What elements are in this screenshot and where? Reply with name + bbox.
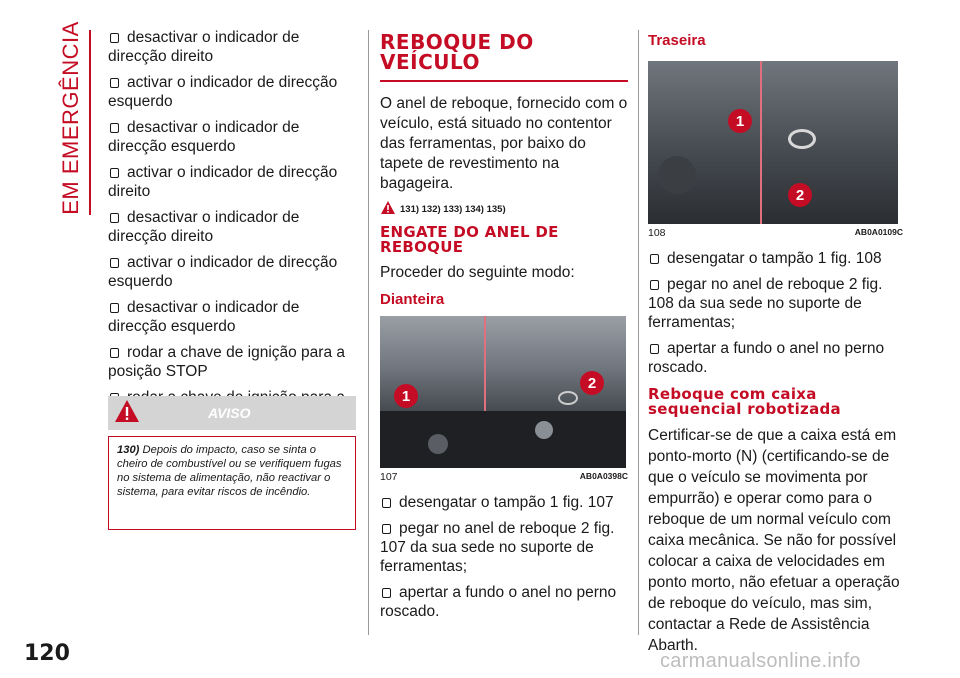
- warning-title: AVISO: [208, 405, 251, 421]
- heading-rule: [380, 80, 628, 82]
- section-heading: REBOQUE DO VEÍCULO: [380, 30, 534, 74]
- callout-2: 2: [788, 183, 812, 207]
- intro-paragraph: O anel de reboque, fornecido com o veículo, está situado no contentor das ferramentas, por baixo do tapete de revestimento na bagageira.: [380, 95, 628, 192]
- step-item: activar o indicador de direcção direito: [108, 164, 338, 200]
- figure-code: AB0A0398C: [579, 471, 628, 481]
- checkbox-icon: [110, 123, 119, 133]
- checkbox-icon: [382, 588, 391, 598]
- subsection-heading: ENGATE DO ANEL DE REBOQUE: [380, 223, 559, 256]
- checkbox-icon: [110, 33, 119, 43]
- step-item: apertar a fundo o anel no perno roscado.: [380, 584, 617, 620]
- step-item: desengatar o tampão 1 fig. 108: [648, 249, 903, 268]
- figure-divider-line: [760, 61, 762, 224]
- page-number: 120: [24, 641, 70, 666]
- chapter-rule: [89, 30, 91, 215]
- checkbox-icon: [650, 344, 659, 354]
- warning-refs-text: 131) 132) 133) 134) 135): [400, 204, 506, 215]
- checkbox-icon: [110, 78, 119, 88]
- watermark: carmanualsonline.info: [660, 650, 861, 672]
- figure-caption: [648, 227, 903, 239]
- chapter-title: [51, 20, 91, 215]
- callout-1: 1: [728, 109, 752, 133]
- column-2: [380, 28, 628, 628]
- warning-header: [108, 396, 356, 430]
- tow-ring-shape: [788, 129, 816, 149]
- step-item: desactivar o indicador de direcção esquerdo: [108, 299, 300, 335]
- column-3: [648, 28, 903, 664]
- warning-icon: [380, 200, 396, 215]
- column-divider: [638, 30, 639, 635]
- step-item: desactivar o indicador de direcção direito: [108, 209, 300, 245]
- checkbox-icon: [110, 258, 119, 268]
- fog-light-shape: [428, 434, 448, 454]
- figure-number: 108: [648, 227, 666, 239]
- checkbox-icon: [110, 168, 119, 178]
- callout-2: 2: [580, 371, 604, 395]
- tail-light-shape: [658, 156, 696, 194]
- figure-code: AB0A0109C: [854, 227, 903, 237]
- warning-references: [380, 200, 628, 215]
- proceed-text: Proceder do seguinte modo:: [380, 264, 575, 281]
- checkbox-icon: [110, 213, 119, 223]
- step-item: pegar no anel de reboque 2 fig. 107 da sua sede no suporte de ferramentas;: [380, 520, 615, 575]
- checkbox-icon: [382, 498, 391, 508]
- step-item: desengatar o tampão 1 fig. 107: [380, 493, 628, 512]
- rear-heading: Traseira: [648, 32, 706, 49]
- checkbox-icon: [110, 348, 119, 358]
- chapter-title-text: EM EMERGÊNCIA: [58, 20, 83, 215]
- figure-107: [380, 316, 626, 468]
- step-item: apertar a fundo o anel no perno roscado.: [648, 340, 885, 376]
- column-1: [108, 28, 358, 433]
- figure-caption: [380, 471, 628, 483]
- warning-number: 130): [117, 444, 140, 456]
- checkbox-icon: [650, 280, 659, 290]
- fog-light-shape: [535, 421, 553, 439]
- bumper-shape: [380, 411, 626, 468]
- column-divider: [368, 30, 369, 635]
- step-item: desactivar o indicador de direcção direito: [108, 29, 300, 65]
- figure-number: 107: [380, 471, 398, 483]
- checkbox-icon: [382, 524, 391, 534]
- figure-108: [648, 61, 898, 224]
- warning-box: [108, 436, 356, 530]
- sequential-paragraph: Certificar-se de que a caixa está em ponto-morto (N) (certificando-se de que o veículo se movimenta por empurrão) e operar como para o reboque de um normal veículo com caixa mecânica. Se não for possível colocar a caixa de velocidades em ponto morto, não efetuar a operação de reboque do veículo, mas sim, contactar a Rede de Assistência Abarth.: [648, 427, 900, 654]
- step-item: desactivar o indicador de direcção esquerdo: [108, 119, 300, 155]
- step-item: rodar a chave de ignição para a posição STOP: [108, 344, 346, 380]
- step-item: pegar no anel de reboque 2 fig. 108 da sua sede no suporte de ferramentas;: [648, 276, 883, 331]
- warning-icon: [114, 398, 140, 424]
- callout-1: 1: [394, 384, 418, 408]
- warning-text: Depois do impacto, caso se sinta o cheiro de combustível ou se verifiquem fugas no sistema de alimentação, não reactivar o sistema, para evitar riscos de incêndio.: [117, 444, 342, 498]
- front-heading: Dianteira: [380, 291, 445, 308]
- step-item: activar o indicador de direcção esquerdo: [108, 74, 338, 110]
- tow-ring-shape: [558, 391, 578, 405]
- sequential-heading: Reboque com caixa sequencial robotizada: [648, 385, 841, 418]
- checkbox-icon: [650, 254, 659, 264]
- checkbox-icon: [110, 303, 119, 313]
- step-item: activar o indicador de direcção esquerdo: [108, 254, 338, 290]
